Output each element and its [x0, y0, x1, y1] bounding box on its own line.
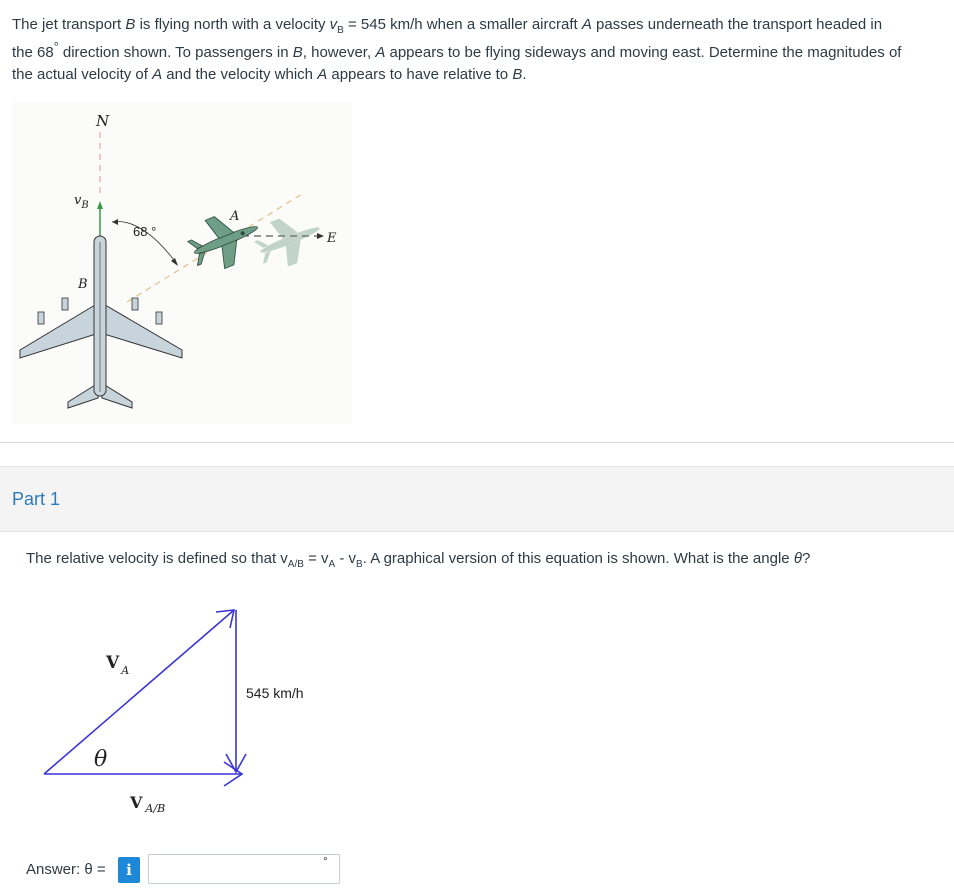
speed-label: 545 km/h: [246, 685, 304, 701]
info-icon[interactable]: i: [118, 857, 140, 883]
a-label: A: [230, 209, 240, 224]
answer-input[interactable]: [148, 854, 340, 884]
east-label: E: [327, 231, 337, 246]
va-label: V $_A$: [106, 653, 130, 677]
answer-label: Answer: θ =: [26, 861, 106, 878]
aircraft-a-icon: [183, 203, 267, 277]
va-arrow: [44, 610, 234, 774]
north-label: N: [96, 112, 110, 130]
answer-row: [26, 854, 346, 886]
question-text: The relative velocity is defined so that $v_{A/B} = v_A - v_B$. A graphical version of this equation is shown. What is the angle θ?: [26, 550, 811, 570]
vb-label: $v_B$: [74, 193, 89, 211]
angle-label: 68 °: [133, 224, 157, 239]
aircraft-figure: [12, 102, 352, 424]
vector-triangle: [30, 600, 350, 830]
ghost-aircraft-icon: [249, 206, 328, 275]
vab-label: V $_{A/B}$: [130, 793, 166, 815]
aircraft-diagram: [12, 102, 352, 424]
divider: [0, 442, 954, 443]
part-title: Part 1: [12, 489, 61, 509]
vector-triangle-diagram: [30, 600, 350, 830]
problem-statement: The jet transport B is flying north with a velocity $v_B = 545$ km/h when a smaller aircraft A passes underneath the transport headed in the 68° direction shown. To passengers in B, however, A appears to be flying sideways and moving east. Determine the magnitudes of the actual velocity of A and the velocity which A appears to have relative to B.: [12, 16, 902, 83]
degree-unit: °: [323, 854, 328, 868]
theta-label: θ: [94, 747, 108, 772]
b-label: B: [78, 277, 88, 292]
part-header: [0, 466, 954, 532]
aircraft-b-icon: [20, 236, 182, 408]
